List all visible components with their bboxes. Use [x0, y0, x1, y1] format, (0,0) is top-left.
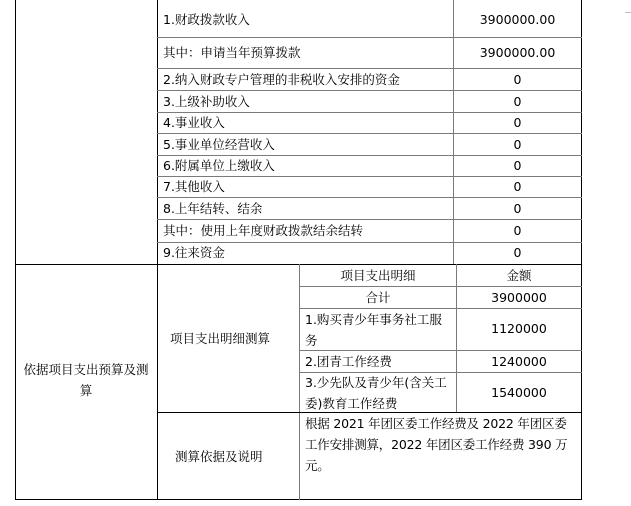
sheet-gridline [625, 12, 631, 13]
detail-item-label: 3.少先队及青少年(含关工委)教育工作经费 [305, 375, 447, 411]
income-row-label: 3.上级补助收入 [163, 94, 250, 109]
income-row-label: 8.上年结转、结余 [163, 201, 263, 216]
income-row-value: 0 [513, 158, 522, 173]
income-row-value: 0 [513, 223, 522, 238]
detail-item-label: 2.团青工作经费 [305, 354, 392, 369]
income-row-label: 2.纳入财政专户管理的非税收入安排的资金 [163, 72, 400, 87]
detail-item-label: 1.购买青少年事务社工服务 [305, 312, 442, 348]
income-row-value: 0 [513, 72, 522, 87]
income-row-label: 其中：使用上年度财政拨款结余结转 [163, 223, 364, 238]
income-row-value: 3900000.00 [479, 12, 556, 27]
detail-item-value: 1120000 [491, 321, 547, 336]
income-row-label: 其中：申请当年预算拨款 [163, 45, 301, 60]
income-row-value: 3900000.00 [479, 45, 556, 60]
income-row-label: 5.事业单位经营收入 [163, 137, 275, 152]
income-row-value: 0 [513, 201, 522, 216]
header-item: 项目支出明细 [340, 268, 416, 283]
income-row-value: 0 [513, 179, 522, 194]
table-right-border [581, 0, 582, 500]
income-row-label: 1.财政拨款收入 [163, 12, 250, 27]
income-row-label: 4.事业收入 [163, 115, 225, 130]
total-label: 合计 [365, 290, 391, 305]
income-row-value: 0 [513, 137, 522, 152]
basis-section-label: 依据项目支出预算及测算 [23, 362, 149, 398]
total-value: 3900000 [491, 290, 547, 305]
detail-item-value: 1540000 [491, 385, 547, 400]
table-col-divider [157, 0, 158, 500]
detail-label: 项目支出明细测算 [170, 331, 271, 346]
detail-item-value: 1240000 [491, 354, 547, 369]
explain-text: 根据 2021 年团区委工作经费及 2022 年团区委工作安排测算，2022 年团区委工作经费 390 万元。 [305, 416, 568, 473]
table-left-border [15, 0, 16, 500]
income-row-value: 0 [513, 94, 522, 109]
income-row-label: 6.附属单位上缴收入 [163, 158, 275, 173]
income-row-value: 0 [513, 115, 522, 130]
income-row-value: 0 [513, 245, 522, 260]
explain-label: 测算依据及说明 [175, 449, 263, 464]
header-amount: 金额 [506, 268, 532, 283]
income-row-label: 7.其他收入 [163, 179, 225, 194]
income-row-label: 9.往来资金 [163, 245, 225, 260]
